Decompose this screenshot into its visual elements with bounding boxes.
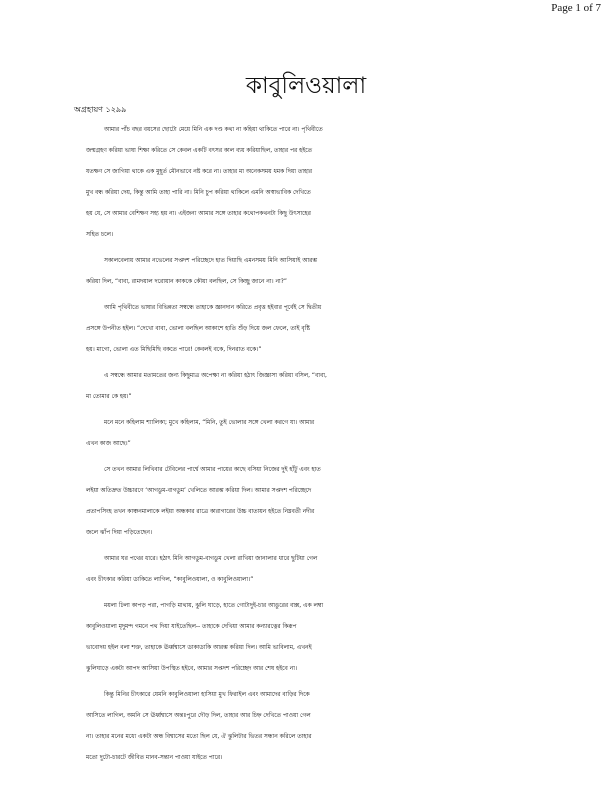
text-line: প্রসঙ্গে উপনীত হইল। “দেখো বাবা, ভোলা বলছিল আকাশে হাতি শুঁড় দিয়ে জল ফেলে, তাই বৃষ্টি [86,326,310,332]
text-line: মনে মনে কহিলাম শ্যালিকা; মুখে কহিলাম, “মিনি, তুই ভোলার সঙ্গে খেলা করগে যা। আমার [104,420,315,426]
text-line: আসিতে লাগিল, অমনি সে ঊর্ধ্বশ্বাসে অন্তঃপুরে দৌড় দিল, তাহার আর চিহ্ন দেখিতে পাওয়া গেল [86,713,311,719]
text-line: আমি পৃথিবীতে ভাষার বিভিন্নতা সম্বন্ধে তাহাকে জ্ঞানদান করিতে প্রবৃত্ত হইবার পূর্বেই সে দ্বিতীয় [104,305,322,311]
paragraph [86,549,545,591]
paragraph [86,460,545,544]
paragraph [86,366,545,408]
paragraph [86,413,545,455]
text-line: কিন্তু মিনির চীৎকারে যেমনি কাবুলিওয়ালা হাসিয়া মুখ ফিরাইল এবং আমাদের বাড়ির দিকে [104,692,310,698]
text-line: এখন কাজ আছে।” [86,441,131,447]
paragraph [86,298,545,361]
text-line: এবং চীৎকার করিয়া ডাকিতে লাগিল, “কাবুলিওয়ালা, ও কাবুলিওয়ালা।” [86,577,254,583]
page-number: Page 1 of 7 [551,2,601,14]
paragraph [86,685,545,769]
text-line: আমার পাঁচ বছর বয়সের ছোটো মেয়ে মিনি এক দণ্ড কথা না কহিয়া থাকিতে পারে না। পৃথিবীতে [104,127,323,133]
text-line: সহিত চলে। [86,232,114,238]
story-title: কাবুলিওয়ালা [245,73,367,100]
text-line: জলে ঝাঁপ দিয়া পড়িতেছেন। [86,530,153,536]
paragraph [86,120,545,246]
text-line: মতো দুটো-চারটে জীবিত মানব-সন্তান পাওয়া যাইতে পারে। [86,755,223,761]
text-line: ঝুলিঘাড়ে একটা আপদ আসিয়া উপস্থিত হইবে, আমার সপ্তদশ পরিচ্ছেদ আর শেষ হইবে না। [86,666,298,672]
text-line: সে তখন আমার লিখিবার টেবিলের পার্শ্বে আমার পায়ের কাছে বসিয়া নিজের দুই হাঁটু এবং হাত [104,467,321,473]
text-line: লইয়া অতিদ্রুত উচ্চারণে ‘আগডুম-বাগডুম’ খেলিতে আরম্ভ করিয়া দিল। আমার সপ্তদশ পরিচ্ছেদে [86,488,312,494]
text-line: না। তাহার মনের মধ্যে একটা অন্ধ বিশ্বাসের মতো ছিল যে, ঐ ঝুলিটার ভিতর সন্ধান করিলে তাহার [86,734,312,740]
story-body [86,120,545,774]
date-line: অগ্রহায়ণ ১২৯৯ [74,105,127,114]
paragraph [86,251,545,293]
text-line: মা তোমার কে হয়।” [86,394,132,400]
text-line: হয়। মাগো, ভোলা এত মিছিমিছি বকতে পারে! কেবলই বকে, দিনরাত বকে।” [86,347,262,353]
text-line: এ সম্বন্ধে আমার মতামতের জন্য কিছুমাত্র অপেক্ষা না করিয়া হঠাৎ জিজ্ঞাসা করিয়া বসিল, “বাবা, [104,373,327,379]
text-line: কাবুলিওয়ালা মৃদুমন্দ গমনে পথ দিয়া যাইতেছিল-- তাহাকে দেখিয়া আমার কন্যারত্নের কিরূপ [86,624,297,630]
text-line: সকালবেলায় আমার নভেলের সপ্তদশ পরিচ্ছেদে হাত দিয়াছি এমনসময় মিনি আসিয়াই আরম্ভ [104,258,318,264]
text-line: আমার ঘর পথের ধারে। হঠাৎ মিনি আগডুম-বাগডুম খেলা রাখিয়া জানালার ধারে ছুটিয়া গেল [104,556,318,562]
text-line: জন্মগ্রহণ করিয়া ভাষা শিক্ষা করিতে সে কেবল একটি বৎসর কাল ব্যয় করিয়াছিল, তাহার পর হইতে [86,148,313,154]
text-line: যতক্ষণ সে জাগিয়া থাকে এক মুহূর্ত মৌনভাবে নষ্ট করে না। তাহার মা অনেকসময় ধমক দিয়া তাহার [86,169,313,175]
paragraph [86,596,545,680]
text-line: করিয়া দিল, “বাবা, রামদয়াল দরোয়ান কাককে কৌয়া বলছিল, সে কিচ্ছু জানে না। না?” [86,279,287,285]
text-line: হয় যে, সে আমার বেশিক্ষণ সহ্য হয় না। এইজন্য আমার সঙ্গে তাহার কথোপকথনটা কিছু উৎসাহের [86,211,311,217]
text-line: ভাবোদয় হইল বলা শক্ত, তাহাকে ঊর্ধ্বশ্বাসে ডাকাডাকি আরম্ভ করিয়া দিল। আমি ভাবিলাম, এখনই [86,645,312,651]
text-line: প্রতাপসিংহ তখন কাঞ্চনমালাকে লইয়া অন্ধকার রাত্রে কারাগারের উচ্চ বাতায়ন হইতে নিম্নবর্তী নদীর [86,509,315,515]
text-line: মুখ বন্ধ করিয়া দেয়, কিন্তু আমি তাহা পারি না। মিনি চুপ করিয়া থাকিলে এমনি অস্বাভাবিক দেখিতে [86,190,311,196]
text-line: ময়লা ঢিলা কাপড় পরা, পাগড়ি মাথায়, ঝুলি ঘাড়ে, হাতে গোটাদুই-চার আঙুরের বাক্স, এক লম্বা [104,603,324,609]
